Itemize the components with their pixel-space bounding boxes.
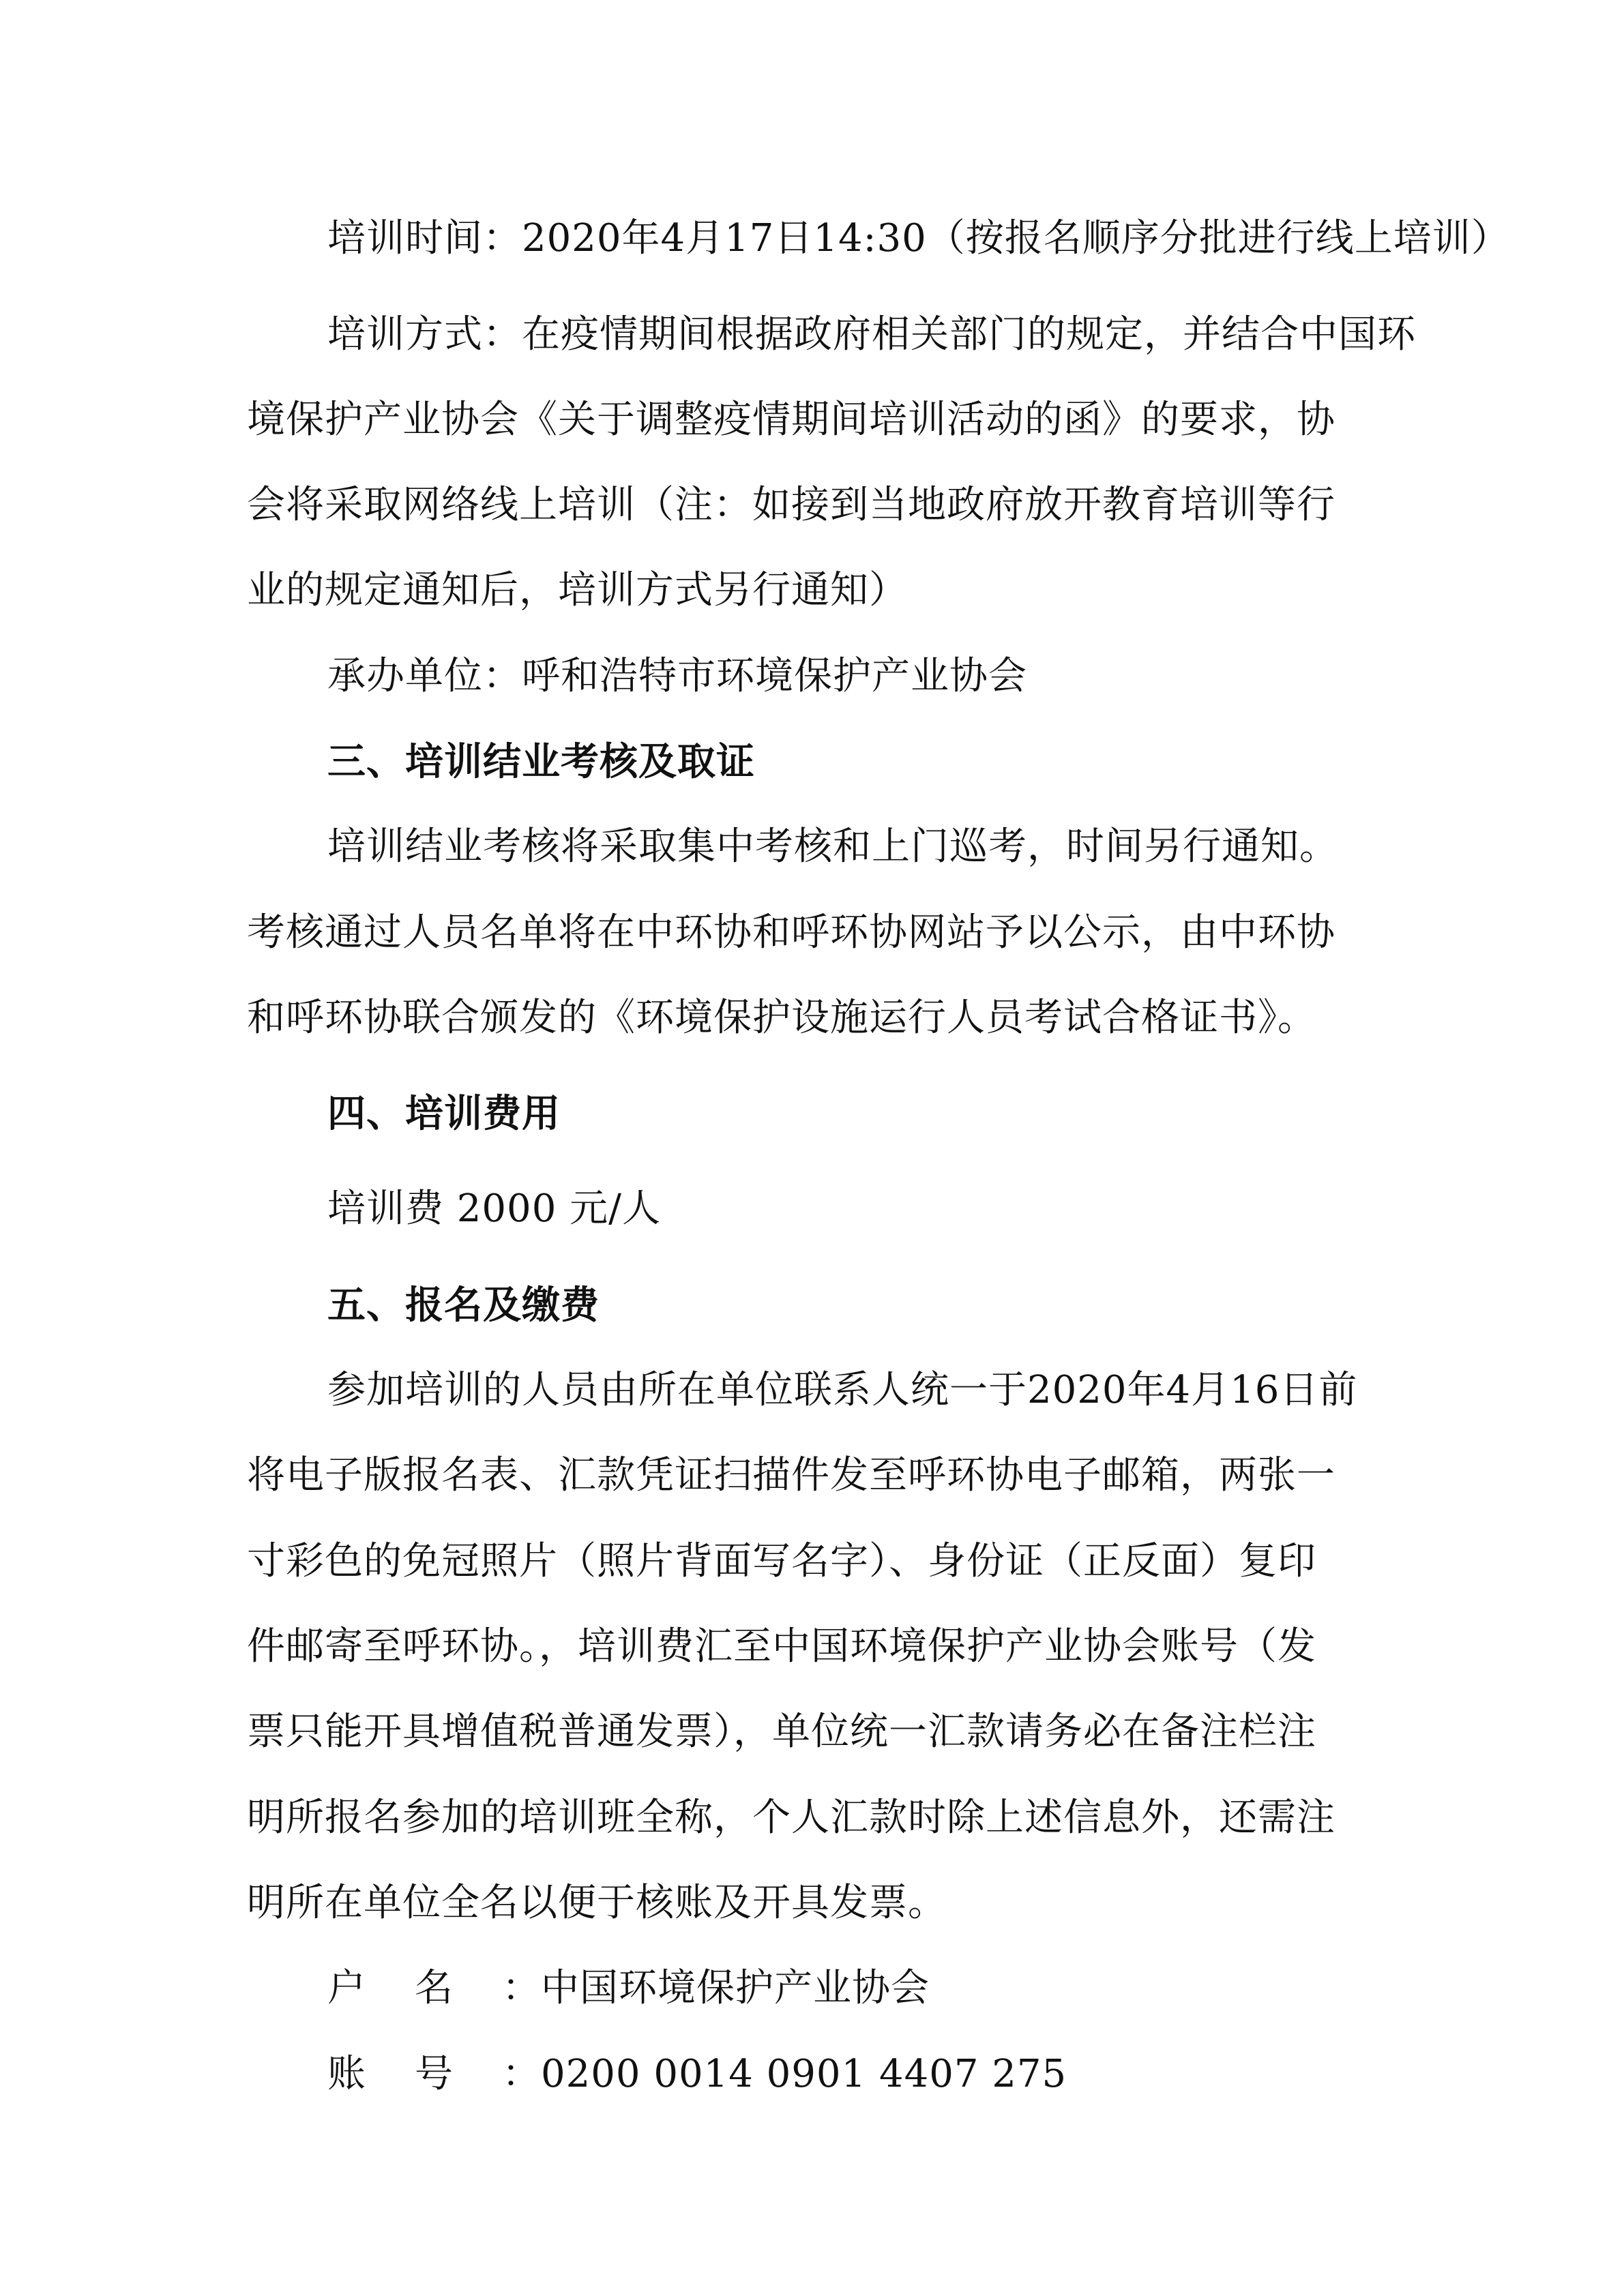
section-5-line-5: 票只能开具增值税普通发票），单位统一汇款请务必在备注栏注 [247, 1710, 1316, 1754]
account-number-row [327, 2050, 1460, 2099]
account-number-value: ：0200 0014 0901 4407 275 [502, 2052, 1067, 2096]
section-5-line-3: 寸彩色的免冠照片（照片背面写名字）、身份证（正反面）复印 [247, 1539, 1316, 1583]
training-method-line-4: 业的规定通知后，培训方式另行通知） [247, 568, 908, 612]
training-time-paragraph: 培训时间：2020年4月17日14:30（按报名顺序分批进行线上培训） [327, 216, 1510, 260]
section-3-line-1: 培训结业考核将采取集中考核和上门巡考，时间另行通知。 [327, 824, 1338, 869]
section-5-heading: 五、报名及缴费 [327, 1283, 600, 1328]
account-name-row [327, 1964, 1460, 2013]
account-name-label: 户名 [327, 1966, 502, 2010]
section-3-heading: 三、培训结业考核及取证 [327, 739, 755, 784]
organizer-paragraph: 承办单位：呼和浩特市环境保护产业协会 [327, 654, 1027, 698]
account-name-value: ：中国环境保护产业协会 [502, 1966, 930, 2010]
section-5-line-7: 明所在单位全名以便于核账及开具发票。 [247, 1881, 947, 1925]
section-4-heading: 四、培训费用 [327, 1091, 561, 1136]
training-method-line-3: 会将采取网络线上培训（注：如接到当地政府放开教育培训等行 [247, 483, 1335, 527]
training-method-line-2: 境保护产业协会《关于调整疫情期间培训活动的函》的要求，协 [247, 398, 1335, 442]
section-3-line-3: 和呼环协联合颁发的《环境保护设施运行人员考试合格证书》。 [247, 996, 1316, 1040]
account-number-label: 账号 [327, 2052, 502, 2096]
section-5-line-6: 明所报名参加的培训班全称，个人汇款时除上述信息外，还需注 [247, 1795, 1335, 1840]
section-5-line-1: 参加培训的人员由所在单位联系人统一于2020年4月16日前 [327, 1368, 1358, 1412]
section-5-line-2: 将电子版报名表、汇款凭证扫描件发至呼环协电子邮箱，两张一 [247, 1453, 1335, 1497]
training-method-line-1: 培训方式：在疫情期间根据政府相关部门的规定，并结合中国环 [327, 312, 1416, 357]
fee-paragraph: 培训费 2000 元/人 [327, 1187, 661, 1231]
section-5-line-4: 件邮寄至呼环协。，培训费汇至中国环境保护产业协会账号（发 [247, 1624, 1316, 1669]
section-3-line-2: 考核通过人员名单将在中环协和呼环协网站予以公示，由中环协 [247, 910, 1335, 955]
